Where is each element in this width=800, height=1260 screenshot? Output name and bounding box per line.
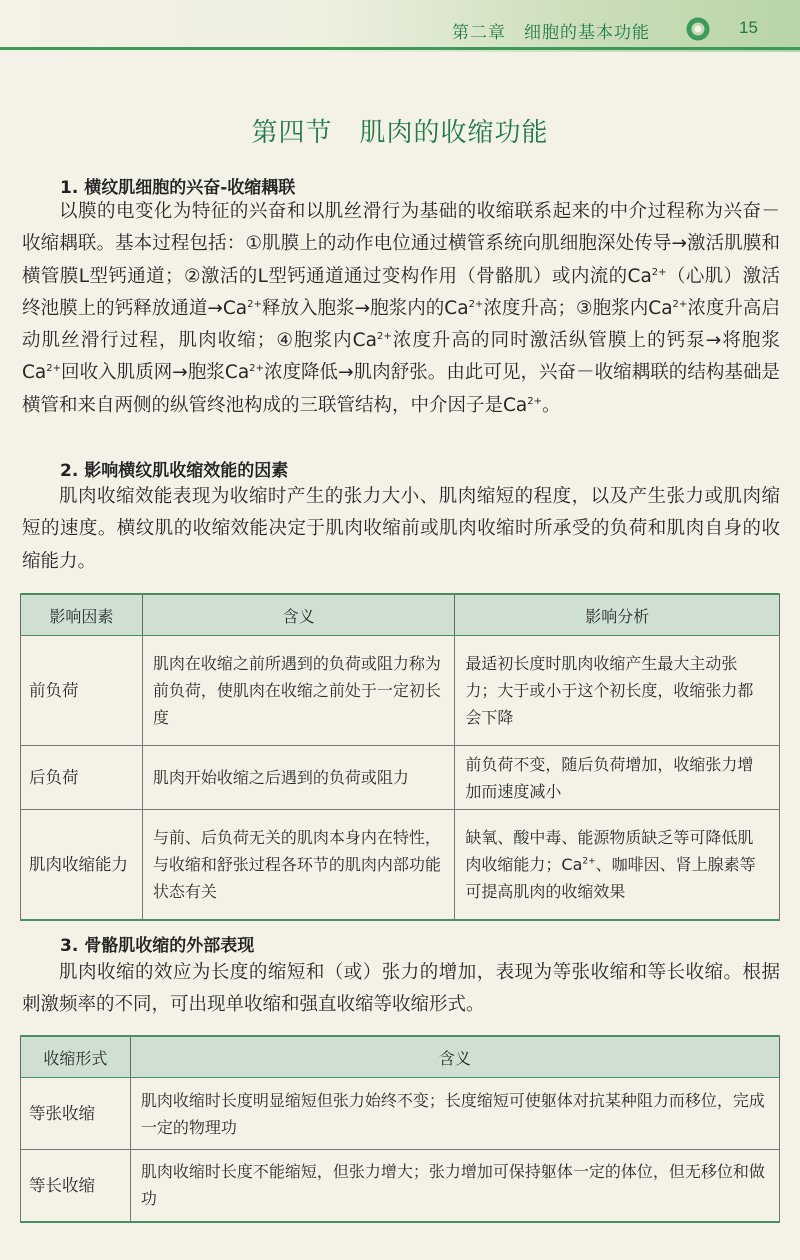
form-cell: 等长收缩	[21, 1150, 131, 1222]
meaning-cell: 肌肉在收缩之前所遇到的负荷或阻力称为前负荷，使肌肉在收缩之前处于一定初长度	[142, 636, 455, 746]
table-header-row	[21, 1036, 780, 1078]
subsection-3-paragraph: 肌肉收缩的效应为长度的缩短和（或）张力的增加，表现为等张收缩和等长收缩。根据刺激频率的不同，可出现单收缩和强直收缩等收缩形式。	[22, 962, 780, 1016]
chapter-ring-icon	[686, 17, 710, 41]
subsection-2-heading: 2. 影响横纹肌收缩效能的因素	[60, 461, 289, 481]
column-header: 影响因素	[21, 594, 143, 636]
load-factors-table	[20, 593, 780, 921]
contraction-forms-table	[20, 1035, 780, 1223]
meaning-cell: 与前、后负荷无关的肌肉本身内在特性，与收缩和舒张过程各环节的肌肉内部功能状态有关	[142, 810, 455, 920]
column-header: 收缩形式	[21, 1036, 131, 1078]
meaning-cell: 肌肉收缩时长度不能缩短，但张力增大；张力增加可保持躯体一定的体位，但无移位和做功	[130, 1150, 779, 1222]
analysis-cell: 最适初长度时肌肉收缩产生最大主动张力；大于或小于这个初长度，收缩张力都会下降	[455, 636, 780, 746]
analysis-cell: 缺氧、酸中毒、能源物质缺乏等可降低肌肉收缩能力；$Ca^{2+}$、咖啡因、肾上腺素等可提高肌肉的收缩效果	[455, 810, 780, 920]
subsection-2-paragraph: 肌肉收缩效能表现为收缩时产生的张力大小、肌肉缩短的程度，以及产生张力或肌肉缩短的速度。横纹肌的收缩效能决定于肌肉收缩前或肌肉收缩时所承受的负荷和肌肉自身的收缩能力。	[22, 486, 780, 572]
meaning-cell: 肌肉收缩时长度明显缩短但张力始终不变；长度缩短可使躯体对抗某种阻力而移位，完成一定的物理功	[130, 1078, 779, 1150]
table-row	[21, 1150, 780, 1222]
table-row	[21, 1078, 780, 1150]
meaning-cell: 肌肉开始收缩之后遇到的负荷或阻力	[142, 746, 455, 810]
subsection-3-heading: 3. 骨骼肌收缩的外部表现	[60, 936, 255, 956]
header-rule	[0, 47, 800, 50]
factor-cell: 前负荷	[21, 636, 143, 746]
column-header: 含义	[142, 594, 455, 636]
factor-cell: 后负荷	[21, 746, 143, 810]
section-title: 第四节 肌肉的收缩功能	[251, 118, 549, 148]
table-row	[21, 636, 780, 746]
table-row	[21, 810, 780, 920]
table-row	[21, 746, 780, 810]
table-header-row	[21, 594, 780, 636]
subsection-1-paragraph: 以膜的电变化为特征的兴奋和以肌丝滑行为基础的收缩联系起来的中介过程称为兴奋－收缩耦联。基本过程包括：①肌膜上的动作电位通过横管系统向肌细胞深处传导→激活肌膜和横管膜L型钙通道；②激活的L型钙通道通过变构作用（骨骼肌）或内流的$Ca^{2+}$（心肌）激活终池膜上的钙释放通道$\to Ca^{2+}$释放入胞浆→胞浆内的$Ca^{2+}$浓度升高；③胞浆内$Ca^{2+}$浓度升高启动肌丝滑行过程，肌肉收缩；④胞浆内$Ca^{2+}$浓度升高的同时激活纵管膜上的钙泵→将胞浆$Ca^{2+}$回收入肌质网→胞浆$Ca^{2+}$浓度降低→肌肉舒张。由此可见，兴奋－收缩耦联的结构基础是横管和来自两侧的纵管终池构成的三联管结构，中介因子是$Ca^{2+}$。	[22, 201, 780, 416]
subsection-1-heading: 1. 横纹肌细胞的兴奋-收缩耦联	[60, 178, 296, 198]
column-header: 影响分析	[455, 594, 780, 636]
factor-cell: 肌肉收缩能力	[21, 810, 143, 920]
form-cell: 等张收缩	[21, 1078, 131, 1150]
column-header: 含义	[130, 1036, 779, 1078]
page-number: 15	[739, 18, 758, 37]
header-band	[0, 0, 800, 52]
analysis-cell: 前负荷不变，随后负荷增加，收缩张力增加而速度减小	[455, 746, 780, 810]
chapter-title: 第二章 细胞的基本功能	[452, 23, 650, 43]
